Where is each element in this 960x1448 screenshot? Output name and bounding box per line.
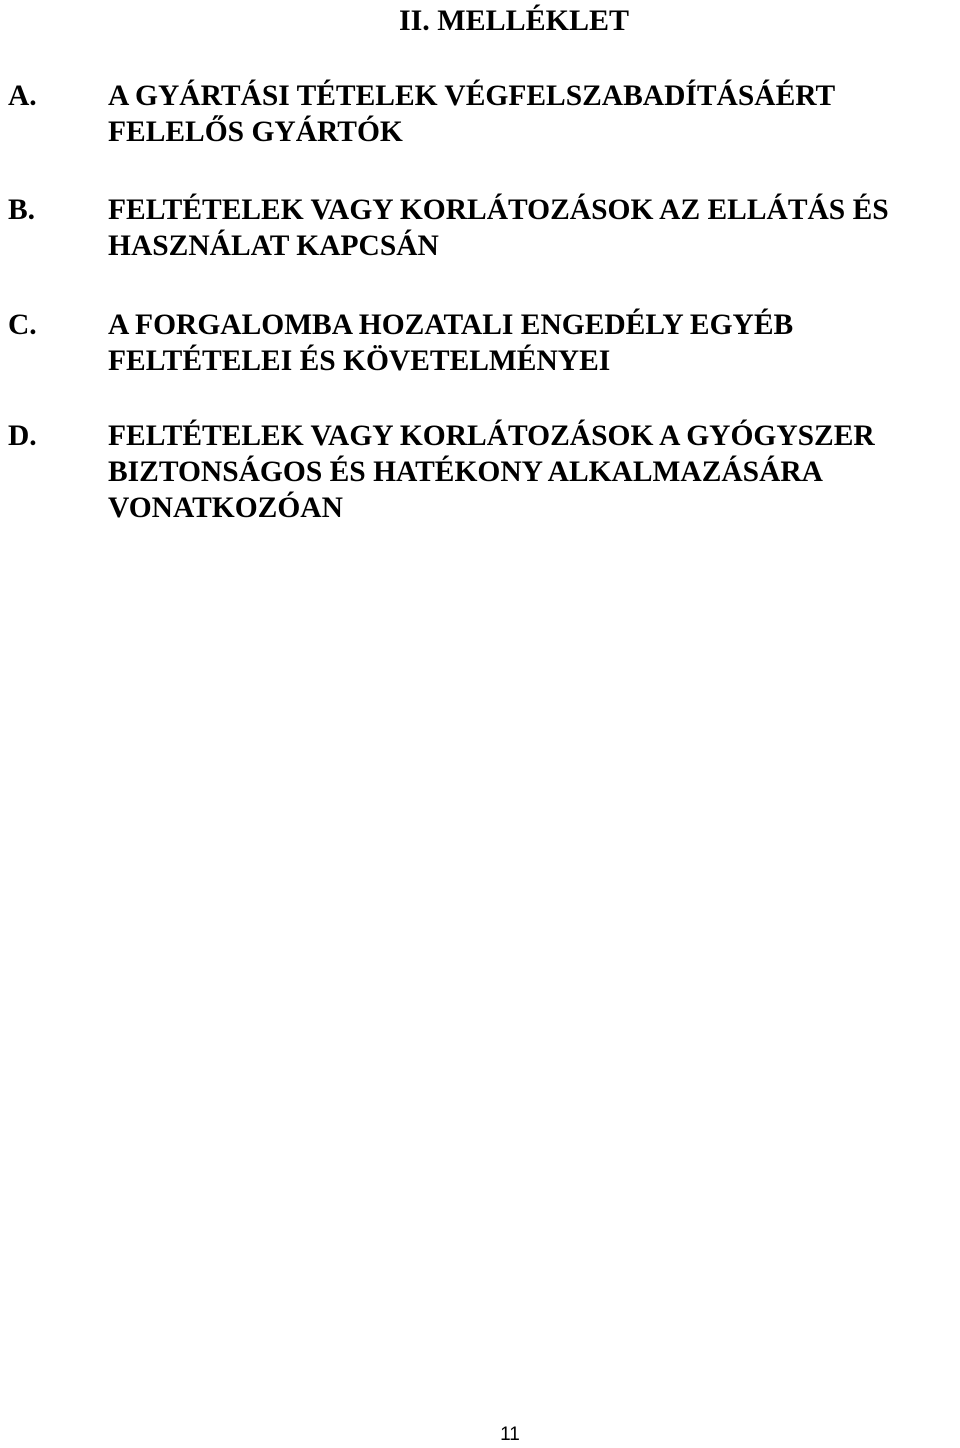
section-heading-line: A FORGALOMBA HOZATALI ENGEDÉLY EGYÉB [108, 309, 794, 341]
section-heading-line: A GYÁRTÁSI TÉTELEK VÉGFELSZABADÍTÁSÁÉRT [108, 80, 836, 112]
page-number: 11 [500, 1424, 520, 1445]
section-letter: D. [8, 420, 37, 452]
page-title: II. MELLÉKLET [398, 4, 630, 37]
section-letter: C. [8, 309, 37, 341]
section-heading [108, 307, 958, 379]
section-heading [108, 78, 958, 150]
section-heading-line: FELTÉTELEK VAGY KORLÁTOZÁSOK AZ ELLÁTÁS ÉS [108, 194, 889, 226]
section-heading-line: HASZNÁLAT KAPCSÁN [108, 230, 439, 262]
section-heading-line: BIZTONSÁGOS ÉS HATÉKONY ALKALMAZÁSÁRA [108, 456, 823, 488]
section-heading-line: VONATKOZÓAN [108, 492, 343, 524]
section-heading-line: FELTÉTELEK VAGY KORLÁTOZÁSOK A GYÓGYSZER [108, 420, 875, 452]
section-heading-line: FELELŐS GYÁRTÓK [108, 116, 403, 148]
section-heading-line: FELTÉTELEI ÉS KÖVETELMÉNYEI [108, 345, 611, 377]
section-letter: B. [8, 194, 36, 226]
section-heading [108, 418, 958, 526]
section-letter: A. [8, 80, 37, 112]
section-heading [108, 192, 958, 264]
